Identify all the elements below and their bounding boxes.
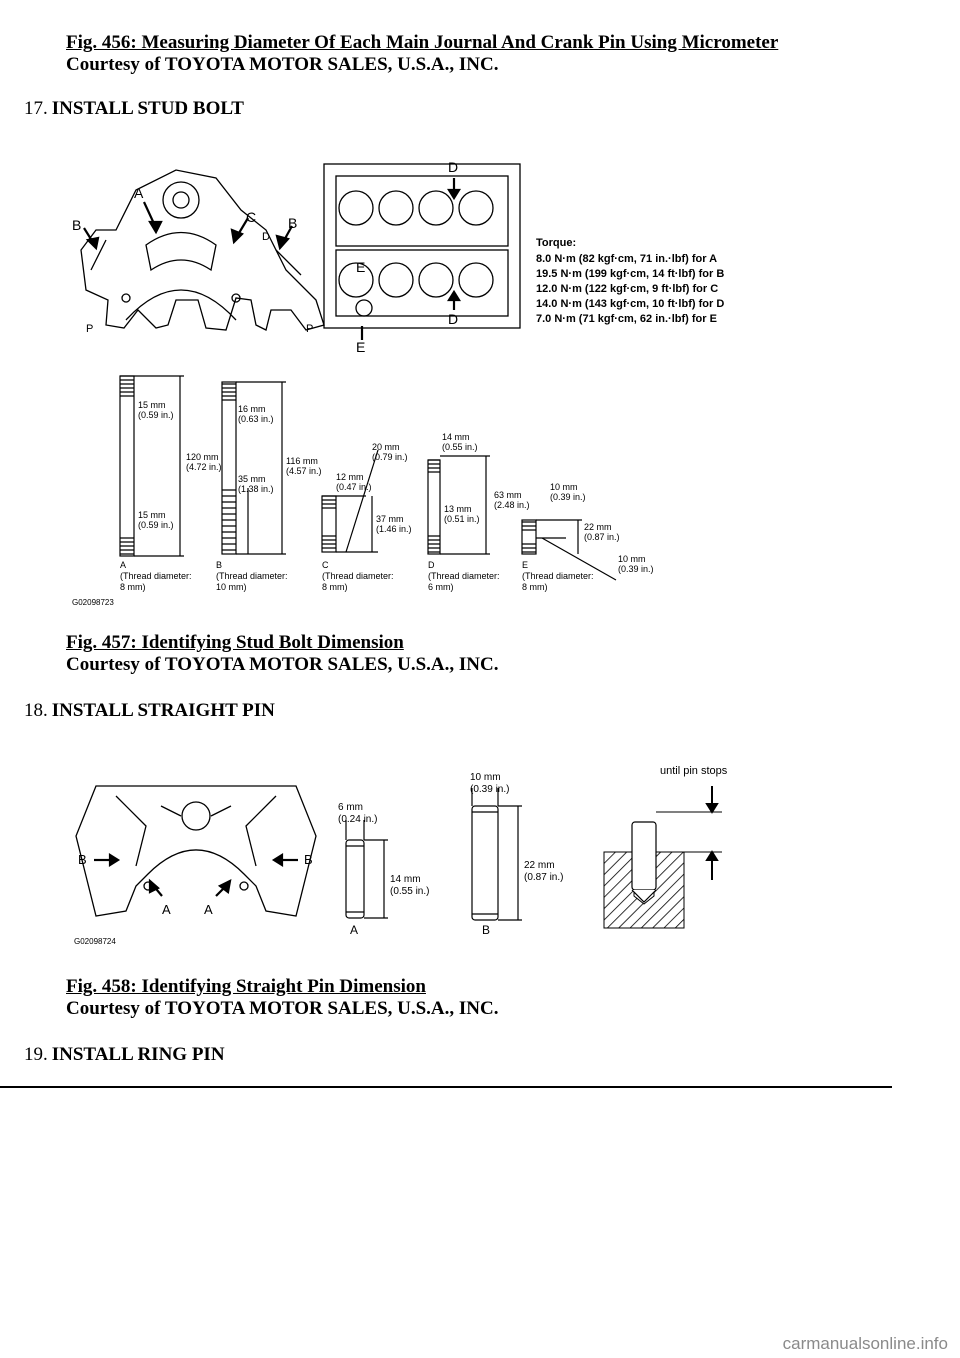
fig458-code: G02098724 — [74, 937, 116, 946]
torque-title: Torque: — [536, 237, 577, 249]
torque-line-a: 8.0 N·m (82 kgf·cm, 71 in.·lbf) for A — [536, 253, 718, 265]
bolt-e-dim-3: 22 mm — [584, 522, 612, 532]
step-19 — [24, 1044, 225, 1066]
step-19-label: INSTALL RING PIN — [51, 1044, 225, 1065]
page-divider — [0, 1086, 892, 1088]
pin-a — [346, 820, 388, 918]
front-view-arrows — [84, 202, 292, 248]
fig456-title: Fig. 456: Measuring Diameter Of Each Main Journal And Crank Pin Using Micrometer — [66, 32, 779, 53]
fig458-title: Fig. 458: Identifying Straight Pin Dimension — [66, 976, 426, 997]
fig457-code: G02098723 — [72, 598, 114, 607]
step-17-label: INSTALL STUD BOLT — [51, 98, 244, 119]
bolt-d-thread-1: (Thread diameter: — [428, 571, 500, 581]
until-pin-stops-label: until pin stops — [660, 765, 728, 777]
side-label-a-left: A — [162, 902, 171, 917]
bolt-e-dim-2: (0.39 in.) — [550, 492, 586, 502]
fig457-title: Fig. 457: Identifying Stud Bolt Dimension — [66, 632, 404, 653]
bolt-a-dim-2: (0.59 in.) — [138, 410, 174, 420]
watermark: carmanualsonline.info — [782, 1334, 948, 1353]
bolt-c-dim-2: (0.79 in.) — [372, 452, 408, 462]
bolt-c-dim-5: 37 mm — [376, 514, 404, 524]
fig458-illustration — [66, 756, 766, 956]
pin-a-id: A — [350, 923, 359, 937]
bolt-d-id: D — [428, 560, 435, 570]
bolt-d-dim-4: (2.48 in.) — [494, 500, 530, 510]
bolt-b-dim-5: 116 mm — [286, 456, 318, 466]
view-label-p1: P — [86, 323, 94, 335]
side-label-a-right: A — [204, 902, 213, 917]
pin-b-dim-1: 10 mm — [470, 772, 501, 783]
block-front-view — [81, 170, 324, 330]
bolt-b-thread-1: (Thread diameter: — [216, 571, 288, 581]
bolt-a-thread-2: 8 mm) — [120, 582, 146, 592]
bolt-d-dim-3: 63 mm — [494, 490, 522, 500]
front-letter-a: A — [134, 185, 144, 201]
block-side-arrows — [94, 855, 298, 896]
top-letter-e-bottom: E — [356, 339, 366, 355]
step-18-label: INSTALL STRAIGHT PIN — [51, 700, 275, 721]
pin-b-dim-4: (0.87 in.) — [524, 872, 564, 883]
bolt-d-dim-1: 14 mm — [442, 432, 470, 442]
step-17 — [24, 98, 244, 120]
bolt-b-id: B — [216, 560, 223, 570]
bolt-d-dim-5: 13 mm — [444, 504, 472, 514]
top-view-letters — [356, 159, 458, 355]
torque-spec — [536, 237, 724, 325]
block-top-view — [324, 164, 520, 328]
bolt-e-thread-1: (Thread diameter: — [522, 571, 594, 581]
front-letter-b-left: B — [72, 217, 82, 233]
torque-line-c: 12.0 N·m (122 kgf·cm, 9 ft·lbf) for C — [536, 283, 719, 295]
top-letter-d-top: D — [448, 159, 459, 175]
pin-a-dim-4: (0.55 in.) — [390, 886, 430, 897]
bolt-e-thread-2: 8 mm) — [522, 582, 548, 592]
bolt-c-thread-1: (Thread diameter: — [322, 571, 394, 581]
top-letter-d-bottom: D — [448, 311, 459, 327]
bolt-a-id: A — [120, 560, 127, 570]
side-label-b-left: B — [78, 852, 87, 867]
pin-a-dim-2: (0.24 in.) — [338, 814, 378, 825]
pin-a-dim-1: 6 mm — [338, 802, 363, 813]
stud-bolt-b-labels — [216, 404, 322, 592]
bolt-e-dim-4: (0.87 in.) — [584, 532, 620, 542]
bolt-b-dim-1: 16 mm — [238, 404, 266, 414]
torque-line-b: 19.5 N·m (199 kgf·cm, 14 ft·lbf) for B — [536, 268, 725, 280]
torque-line-e: 7.0 N·m (71 kgf·cm, 62 in.·lbf) for E — [536, 313, 717, 325]
stud-bolt-c — [322, 450, 378, 552]
fig458-courtesy: Courtesy of TOYOTA MOTOR SALES, U.S.A., INC. — [66, 998, 499, 1019]
side-label-b-right: B — [304, 852, 313, 867]
bolt-a-thread-1: (Thread diameter: — [120, 571, 192, 581]
bolt-b-dim-4: (1.38 in.) — [238, 484, 274, 494]
front-letter-d: D — [262, 231, 270, 243]
bolt-c-thread-2: 8 mm) — [322, 582, 348, 592]
bolt-c-dim-1: 20 mm — [372, 442, 400, 452]
fig457-courtesy: Courtesy of TOYOTA MOTOR SALES, U.S.A., INC. — [66, 654, 499, 675]
fig456-courtesy: Courtesy of TOYOTA MOTOR SALES, U.S.A., INC. — [66, 54, 499, 75]
step-19-number: 19. — [24, 1044, 48, 1065]
bolt-c-dim-3: 12 mm — [336, 472, 364, 482]
bolt-c-id: C — [322, 560, 329, 570]
bolt-e-dim-5: 10 mm — [618, 554, 646, 564]
bolt-e-dim-1: 10 mm — [550, 482, 578, 492]
pin-b-dim-3: 22 mm — [524, 860, 555, 871]
bolt-c-dim-4: (0.47 in.) — [336, 482, 372, 492]
bolt-b-thread-2: 10 mm) — [216, 582, 247, 592]
bolt-e-dim-6: (0.39 in.) — [618, 564, 654, 574]
bolt-a-dim-1: 15 mm — [138, 400, 166, 410]
stud-bolt-a-labels — [120, 400, 222, 592]
front-view-letters — [72, 185, 297, 243]
top-letter-e: E — [356, 259, 366, 275]
pin-b-id: B — [482, 923, 491, 937]
step-17-number: 17. — [24, 98, 48, 119]
install-detail — [604, 812, 722, 928]
view-label-p2: P — [306, 323, 314, 335]
bolt-a-dim-5: 15 mm — [138, 510, 166, 520]
pin-a-dim-3: 14 mm — [390, 874, 421, 885]
bolt-a-dim-3: 120 mm — [186, 452, 219, 462]
bolt-e-id: E — [522, 560, 529, 570]
fig457-illustration — [66, 150, 725, 610]
front-letter-b-right: B — [288, 215, 298, 231]
pin-b — [472, 788, 522, 920]
pin-b-dim-2: (0.39 in.) — [470, 784, 510, 795]
front-letter-c: C — [246, 209, 257, 225]
bolt-a-dim-4: (4.72 in.) — [186, 462, 222, 472]
torque-line-d: 14.0 N·m (143 kgf·cm, 10 ft·lbf) for D — [536, 298, 725, 310]
bolt-d-thread-2: 6 mm) — [428, 582, 454, 592]
bolt-b-dim-2: (0.63 in.) — [238, 414, 274, 424]
bolt-d-dim-6: (0.51 in.) — [444, 514, 480, 524]
step-18 — [24, 700, 275, 722]
bolt-a-dim-6: (0.59 in.) — [138, 520, 174, 530]
stud-bolt-e-labels — [522, 482, 654, 592]
bolt-d-dim-2: (0.55 in.) — [442, 442, 478, 452]
install-arrows — [707, 786, 717, 880]
bolt-b-dim-3: 35 mm — [238, 474, 266, 484]
bolt-b-dim-6: (4.57 in.) — [286, 466, 322, 476]
step-18-number: 18. — [24, 700, 48, 721]
bolt-c-dim-6: (1.46 in.) — [376, 524, 412, 534]
pin-b-labels — [470, 772, 563, 937]
block-side-view — [76, 786, 316, 916]
